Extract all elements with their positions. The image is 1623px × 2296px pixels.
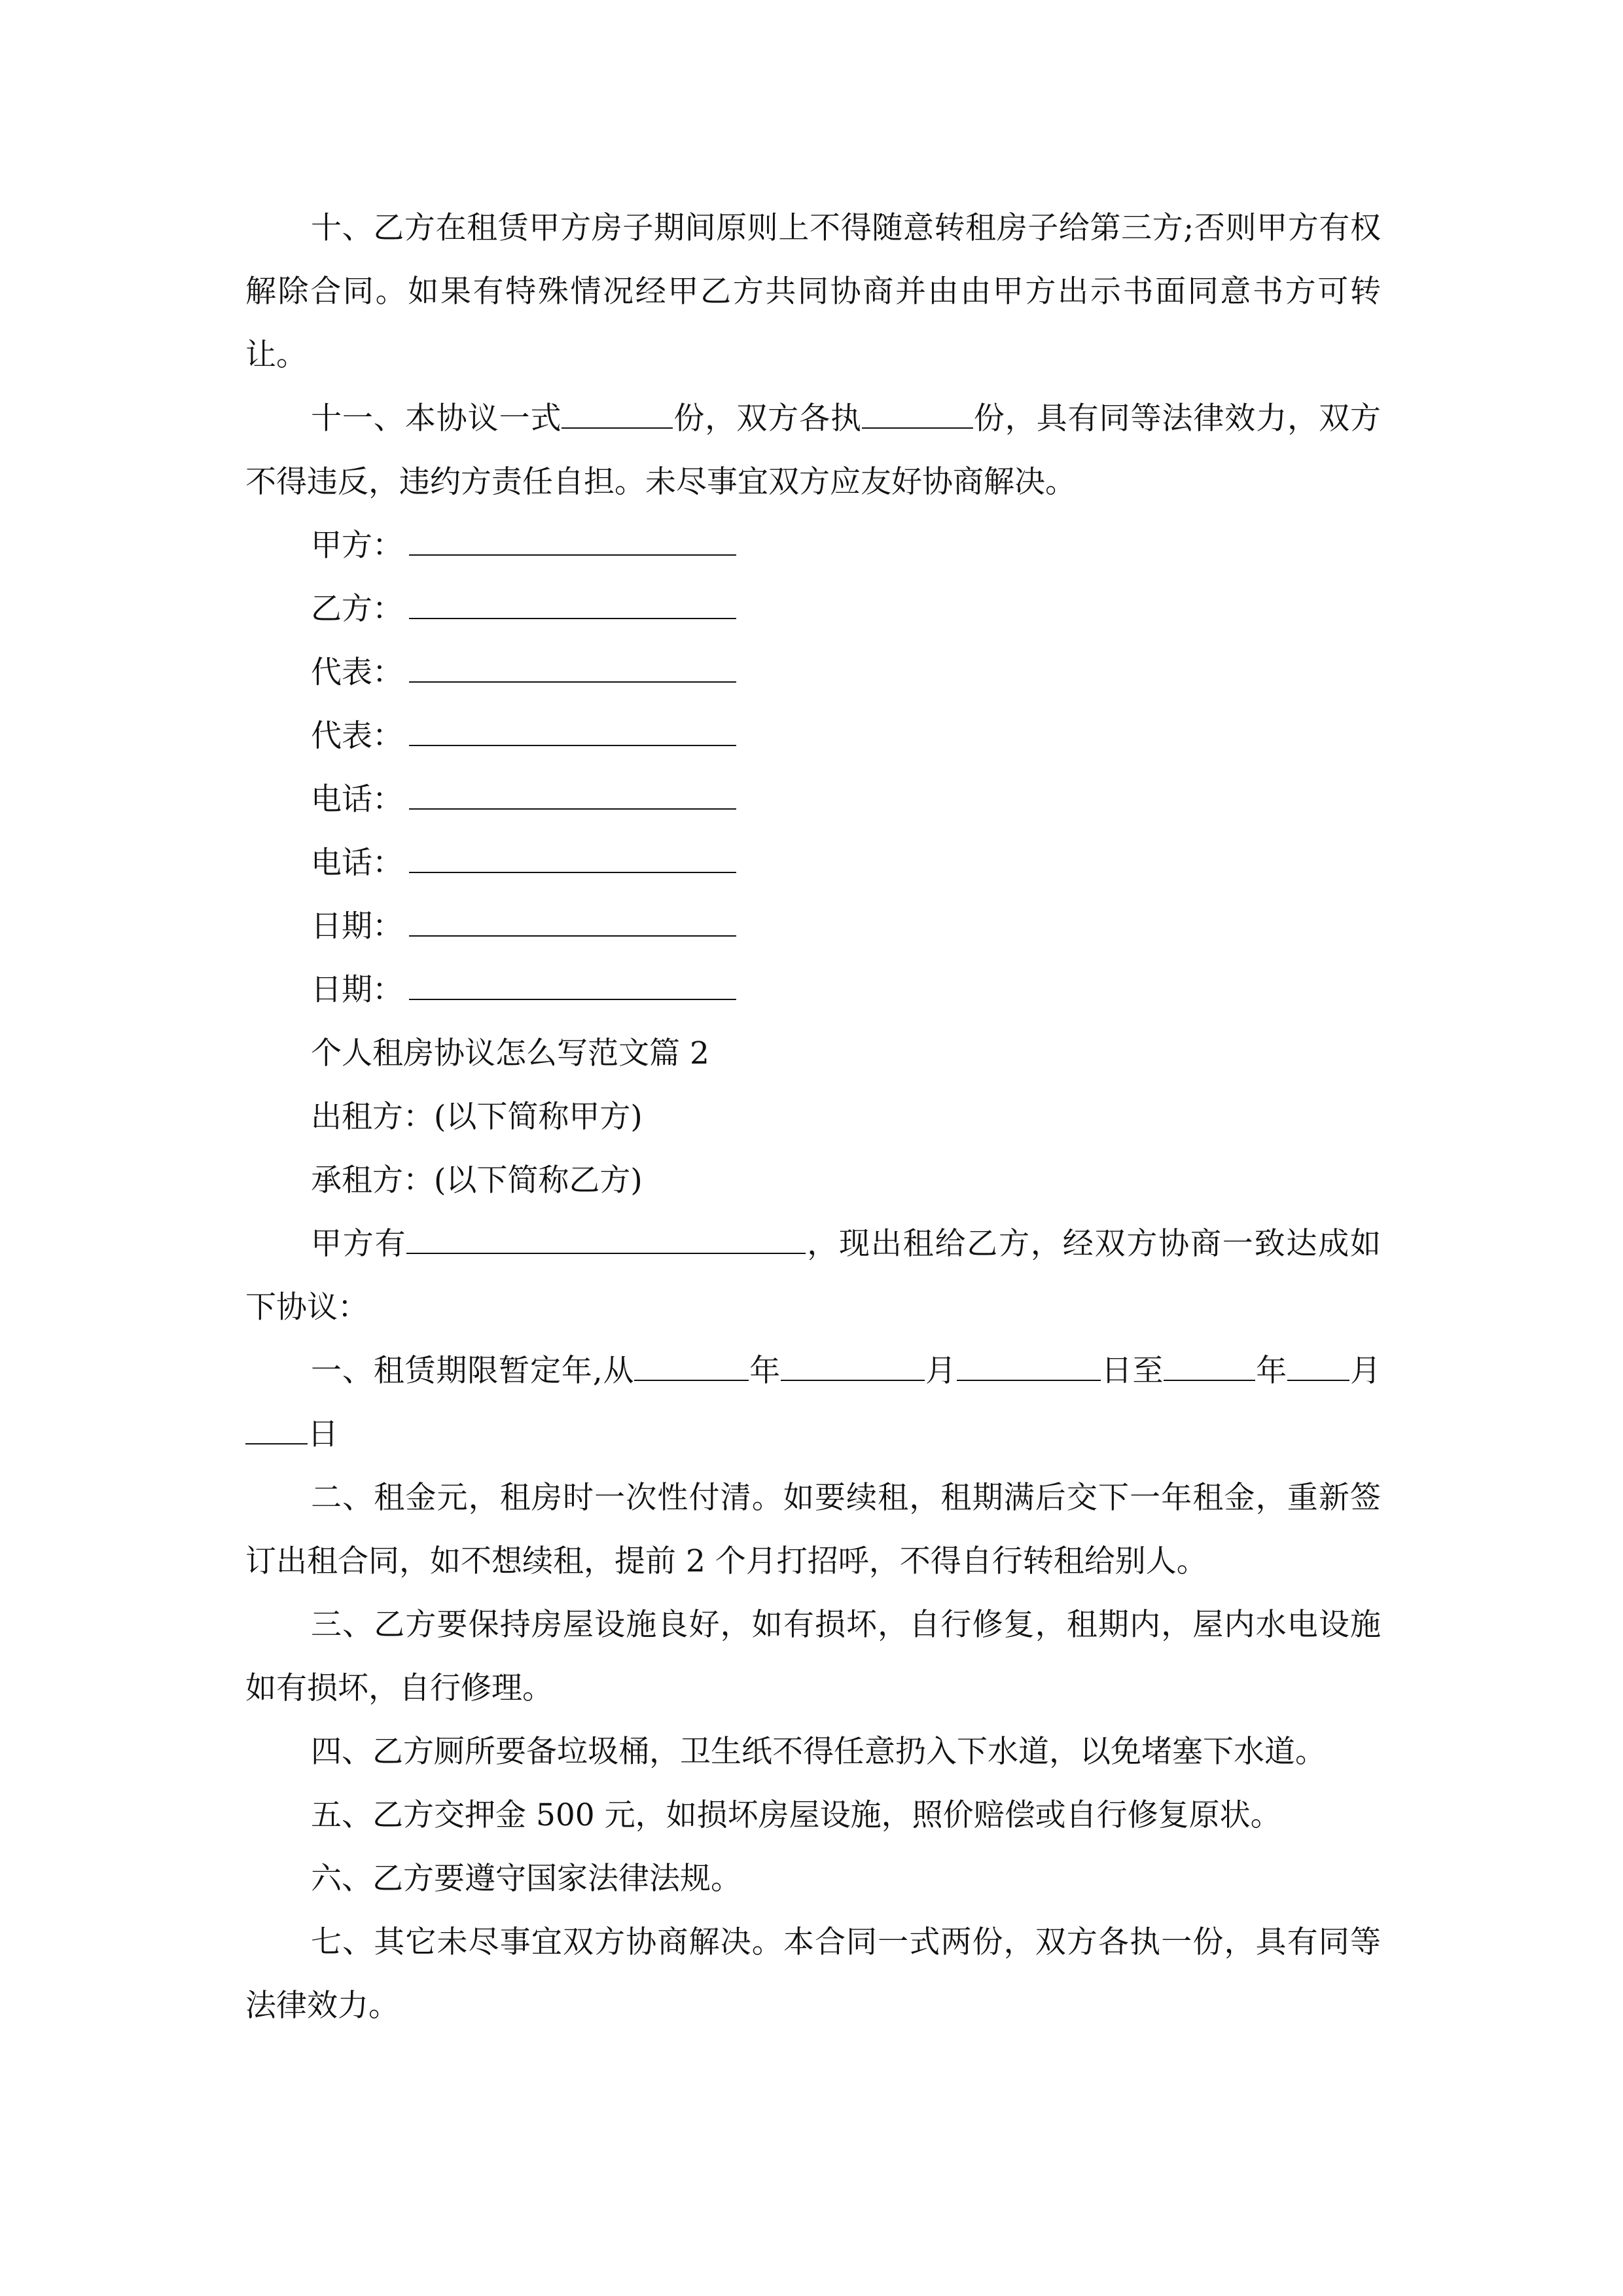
signature-row (245, 704, 1381, 768)
clause-5-deposit: 五、乙方交押金 500 元，如损坏房屋设施，照价赔偿或自行修复原状。 (311, 1797, 1281, 1833)
lessor-line: 出租方：(以下简称甲方) (311, 1099, 643, 1135)
intro-paragraph (245, 1212, 1381, 1339)
party-b-signature-line[interactable] (409, 617, 736, 619)
clause-7-other: 七、其它未尽事宜双方协商解决。本合同一式两份，双方各执一份，具有同等法律效力。 (245, 1924, 1381, 2024)
signature-row (245, 958, 1381, 1022)
start-day-blank[interactable] (957, 1379, 1101, 1381)
end-month-blank[interactable] (1287, 1379, 1349, 1381)
signature-label: 代表： (311, 655, 403, 691)
signature-label: 乙方： (311, 591, 403, 627)
term-month: 月 (925, 1353, 957, 1389)
clause-6-law: 六、乙方要遵守国家法律法规。 (311, 1861, 741, 1897)
section-2-title: 个人租房协议怎么写范文篇 2 (311, 1035, 709, 1071)
clause-10-line2: 有权解除合同。如果有特殊情况经甲乙方共同协商并由由甲方出示书面同意书方 (245, 210, 1381, 310)
start-year-blank[interactable] (634, 1379, 749, 1381)
signature-row (245, 641, 1381, 704)
signature-row (245, 768, 1381, 831)
start-month-blank[interactable] (781, 1379, 925, 1381)
clause-11-line2: 双方不得违反，违约方责任自担。未尽事宜双方应友好协商解决。 (245, 401, 1382, 500)
representative-b-line[interactable] (409, 744, 736, 746)
clause-10-line1: 十、乙方在租赁甲方房子期间原则上不得随意转租房子给第三方;否则甲方 (311, 210, 1319, 246)
end-year-blank[interactable] (1164, 1379, 1255, 1381)
party-a-signature-line[interactable] (409, 554, 736, 556)
clause-11-part1: 十一、本协议一式 (311, 401, 562, 437)
clause-1-term (245, 1339, 1381, 1466)
date-b-line[interactable] (409, 998, 736, 1000)
copies-blank[interactable] (562, 427, 673, 429)
phone-a-line[interactable] (409, 808, 736, 810)
signature-label: 代表： (311, 718, 403, 754)
term-year2: 年 (1255, 1353, 1288, 1389)
signature-label: 日期： (311, 972, 403, 1008)
term-month2: 月 (1349, 1353, 1381, 1389)
signature-label: 甲方： (311, 528, 403, 564)
end-day-blank[interactable] (245, 1443, 308, 1444)
date-a-line[interactable] (409, 935, 736, 937)
signature-row (245, 831, 1381, 895)
term-year: 年 (749, 1353, 781, 1389)
property-blank[interactable] (406, 1252, 806, 1254)
lessee-line: 承租方：(以下简称乙方) (311, 1162, 643, 1198)
clause-11-part3: 份，具有同等法律效力， (972, 401, 1319, 437)
clause-11-part2: 份，双方各执 (673, 401, 862, 437)
signature-row (245, 577, 1381, 641)
signature-label: 电话： (311, 845, 403, 881)
intro-part1: 甲方有 (311, 1226, 407, 1262)
clause-11 (245, 387, 1381, 514)
clause-10-line3: 可转让。 (245, 274, 1382, 373)
clause-2-rent: 二、租金元，租房时一次性付清。如要续租，租期满后交下一年租金，重新签订出租合同，如不想续租，提前 2 个月打招呼，不得自行转租给别人。 (245, 1480, 1381, 1579)
copies-each-blank[interactable] (862, 427, 973, 429)
clause-3-maintenance: 三、乙方要保持房屋设施良好，如有损坏，自行修复，租期内，屋内水电设施如有损坏，自行修理。 (245, 1607, 1381, 1706)
term-part1: 一、租赁期限暂定年,从 (311, 1353, 635, 1389)
representative-a-line[interactable] (409, 681, 736, 683)
clause-4-sanitation: 四、乙方厕所要备垃圾桶，卫生纸不得任意扔入下水道，以免堵塞下水道。 (311, 1734, 1326, 1770)
clause-10 (245, 196, 1381, 387)
signature-row (245, 514, 1381, 577)
phone-b-line[interactable] (409, 871, 736, 873)
signature-row (245, 895, 1381, 958)
term-day-to: 日至 (1100, 1353, 1164, 1389)
document-page (245, 196, 1381, 2037)
intro-line2: 如下协议： (245, 1226, 1382, 1325)
term-day2: 日 (308, 1416, 338, 1452)
signature-label: 日期： (311, 908, 403, 944)
signature-label: 电话： (311, 781, 403, 817)
intro-part2: ，现出租给乙方，经双方协商一致达成 (806, 1226, 1351, 1262)
